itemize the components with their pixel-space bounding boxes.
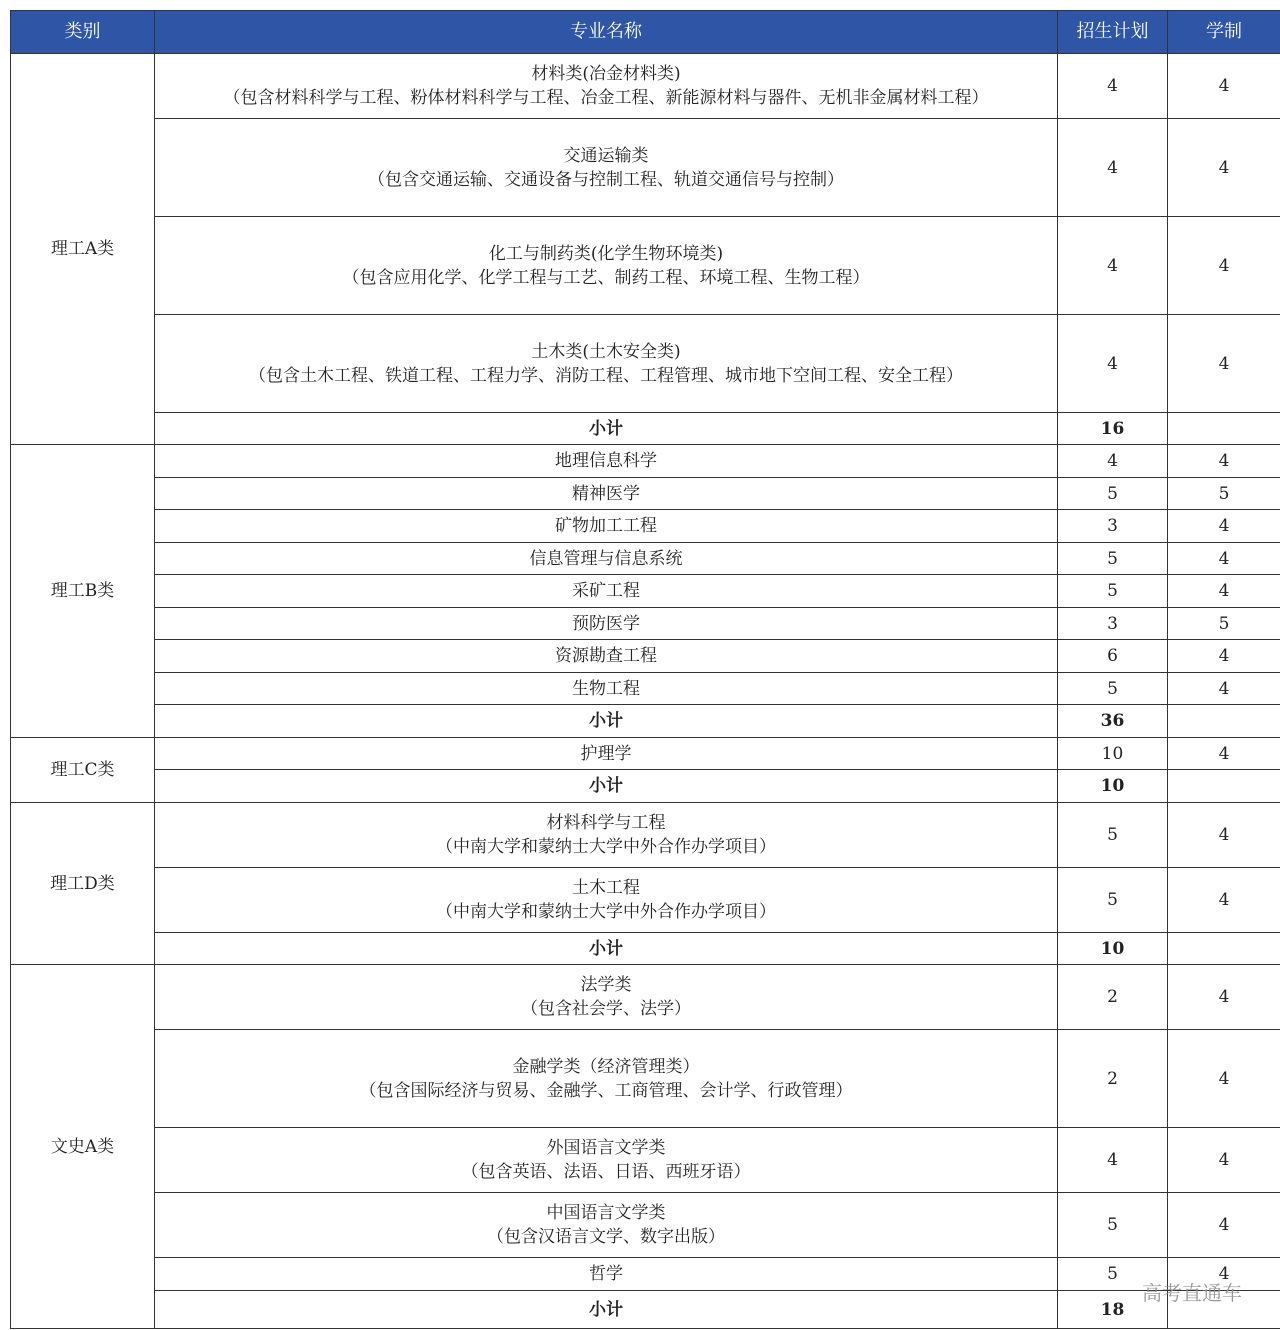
major-cell	[155, 1128, 1058, 1193]
plan-cell: 4	[1058, 315, 1168, 413]
plan-cell: 5	[1058, 1193, 1168, 1258]
subtotal-row	[11, 933, 1280, 965]
table-row	[11, 478, 1280, 510]
major-name: 预防医学	[572, 613, 640, 634]
plan-cell: 5	[1058, 543, 1168, 575]
major-cell	[155, 575, 1058, 608]
years-cell: 4	[1168, 965, 1280, 1030]
major-name: 地理信息科学	[555, 451, 657, 471]
subtotal-value: 18	[1058, 1291, 1168, 1329]
table-row	[11, 543, 1280, 575]
major-name: 信息管理与信息系统	[529, 548, 683, 569]
plan-cell: 4	[1058, 54, 1168, 119]
category-cell: 理工A类	[11, 54, 155, 445]
years-cell: 4	[1168, 217, 1280, 315]
major-cell	[155, 510, 1058, 543]
major-cell	[155, 608, 1058, 640]
major-cell	[155, 445, 1058, 478]
years-cell: 4	[1168, 1258, 1280, 1291]
years-cell: 4	[1168, 445, 1280, 478]
watermark: 高考直通车	[1142, 1281, 1242, 1305]
major-cell	[155, 217, 1058, 315]
table-row	[11, 1030, 1280, 1128]
major-cell	[155, 478, 1058, 510]
major-detail: （包含国际经济与贸易、金融学、工商管理、会计学、行政管理）	[359, 1080, 853, 1101]
years-cell: 4	[1168, 510, 1280, 543]
major-detail: （包含应用化学、化学工程与工艺、制药工程、环境工程、生物工程）	[342, 267, 870, 288]
years-cell: 4	[1168, 803, 1280, 868]
subtotal-label: 小计	[155, 770, 1058, 803]
major-cell	[155, 965, 1058, 1030]
table-row	[11, 575, 1280, 608]
table-row	[11, 1258, 1280, 1291]
subtotal-empty	[1168, 413, 1280, 445]
subtotal-empty	[1168, 770, 1280, 803]
subtotal-value: 16	[1058, 413, 1168, 445]
table-row	[11, 673, 1280, 705]
subtotal-label: 小计	[155, 413, 1058, 445]
subtotal-row	[11, 770, 1280, 803]
plan-cell: 5	[1058, 868, 1168, 933]
header-years: 学制	[1168, 11, 1280, 54]
major-detail: （包含英语、法语、日语、西班牙语）	[461, 1162, 751, 1182]
major-detail: （包含材料科学与工程、粉体材料科学与工程、冶金工程、新能源材料与器件、无机非金属材料工程）	[223, 88, 989, 108]
plan-cell: 4	[1058, 445, 1168, 478]
major-cell	[155, 868, 1058, 933]
table-row	[11, 1193, 1280, 1258]
subtotal-empty	[1168, 933, 1280, 965]
major-name: 土木工程	[572, 878, 640, 898]
table-row	[11, 54, 1280, 119]
table-row	[11, 119, 1280, 217]
years-cell: 4	[1168, 738, 1280, 770]
table-row	[11, 510, 1280, 543]
years-cell: 4	[1168, 575, 1280, 608]
major-name: 外国语言文学类	[546, 1138, 666, 1158]
major-detail: （中南大学和蒙纳士大学中外合作办学项目）	[436, 902, 776, 922]
major-name: 矿物加工工程	[555, 516, 657, 536]
major-cell	[155, 543, 1058, 575]
subtotal-value: 10	[1058, 933, 1168, 965]
header-plan: 招生计划	[1058, 11, 1168, 54]
major-name: 采矿工程	[572, 581, 640, 601]
plan-cell: 2	[1058, 1030, 1168, 1128]
category-cell: 理工B类	[11, 445, 155, 738]
header-row	[11, 11, 1280, 54]
years-cell: 5	[1168, 478, 1280, 510]
years-cell: 4	[1168, 868, 1280, 933]
plan-cell: 3	[1058, 510, 1168, 543]
major-name: 材料类(冶金材料类)	[531, 64, 681, 84]
years-cell: 5	[1168, 608, 1280, 640]
plan-cell: 5	[1058, 803, 1168, 868]
plan-cell: 5	[1058, 478, 1168, 510]
subtotal-label: 小计	[155, 933, 1058, 965]
years-cell: 4	[1168, 119, 1280, 217]
table-row	[11, 738, 1280, 770]
major-cell	[155, 315, 1058, 413]
subtotal-row	[11, 413, 1280, 445]
plan-cell: 10	[1058, 738, 1168, 770]
major-name: 金融学类（经济管理类）	[512, 1056, 700, 1077]
major-name: 交通运输类	[563, 145, 649, 166]
years-cell: 4	[1168, 640, 1280, 673]
major-detail: （中南大学和蒙纳士大学中外合作办学项目）	[436, 837, 776, 857]
table-row	[11, 608, 1280, 640]
major-detail: （包含土木工程、铁道工程、工程力学、消防工程、工程管理、城市地下空间工程、安全工程）	[249, 365, 963, 386]
plan-cell: 2	[1058, 965, 1168, 1030]
plan-cell: 5	[1058, 575, 1168, 608]
major-name: 护理学	[580, 743, 632, 764]
table-row	[11, 965, 1280, 1030]
years-cell: 4	[1168, 315, 1280, 413]
years-cell: 4	[1168, 1128, 1280, 1193]
plan-cell: 4	[1058, 1128, 1168, 1193]
major-name: 生物工程	[572, 678, 640, 699]
years-cell: 4	[1168, 1030, 1280, 1128]
subtotal-label: 小计	[155, 705, 1058, 738]
major-name: 资源勘查工程	[555, 646, 657, 666]
major-cell	[155, 54, 1058, 119]
table-row	[11, 445, 1280, 478]
header-major: 专业名称	[155, 11, 1058, 54]
category-cell: 文史A类	[11, 965, 155, 1329]
major-cell	[155, 1030, 1058, 1128]
subtotal-row	[11, 1291, 1280, 1329]
major-cell	[155, 640, 1058, 673]
major-detail: （包含汉语言文学、数字出版）	[487, 1227, 725, 1247]
major-detail: （包含社会学、法学）	[521, 999, 691, 1019]
years-cell: 4	[1168, 673, 1280, 705]
table-row	[11, 217, 1280, 315]
category-cell: 理工D类	[11, 803, 155, 965]
plan-cell: 3	[1058, 608, 1168, 640]
table-row	[11, 640, 1280, 673]
major-cell	[155, 119, 1058, 217]
major-cell	[155, 1193, 1058, 1258]
subtotal-row	[11, 705, 1280, 738]
major-name: 哲学	[589, 1264, 623, 1284]
major-name: 化工与制药类(化学生物环境类)	[488, 243, 724, 264]
subtotal-value: 10	[1058, 770, 1168, 803]
header-category: 类别	[11, 11, 155, 54]
plan-cell: 4	[1058, 217, 1168, 315]
major-name: 精神医学	[572, 483, 640, 504]
major-cell	[155, 1258, 1058, 1291]
subtotal-label: 小计	[155, 1291, 1058, 1329]
major-name: 法学类	[580, 975, 632, 995]
major-name: 中国语言文学类	[546, 1203, 666, 1223]
table-row	[11, 315, 1280, 413]
years-cell: 4	[1168, 54, 1280, 119]
years-cell: 4	[1168, 1193, 1280, 1258]
major-cell	[155, 673, 1058, 705]
plan-cell: 5	[1058, 673, 1168, 705]
plan-cell: 6	[1058, 640, 1168, 673]
subtotal-empty	[1168, 705, 1280, 738]
table-row	[11, 868, 1280, 933]
enrollment-table	[10, 10, 1280, 1329]
plan-cell: 4	[1058, 119, 1168, 217]
major-detail: （包含交通运输、交通设备与控制工程、轨道交通信号与控制）	[368, 169, 844, 190]
major-cell	[155, 803, 1058, 868]
plan-cell: 5	[1058, 1258, 1168, 1291]
major-cell	[155, 738, 1058, 770]
subtotal-value: 36	[1058, 705, 1168, 738]
category-cell: 理工C类	[11, 738, 155, 803]
major-name: 材料科学与工程	[546, 813, 666, 833]
major-name: 土木类(土木安全类)	[531, 341, 681, 362]
years-cell: 4	[1168, 543, 1280, 575]
table-row	[11, 1128, 1280, 1193]
table-row	[11, 803, 1280, 868]
